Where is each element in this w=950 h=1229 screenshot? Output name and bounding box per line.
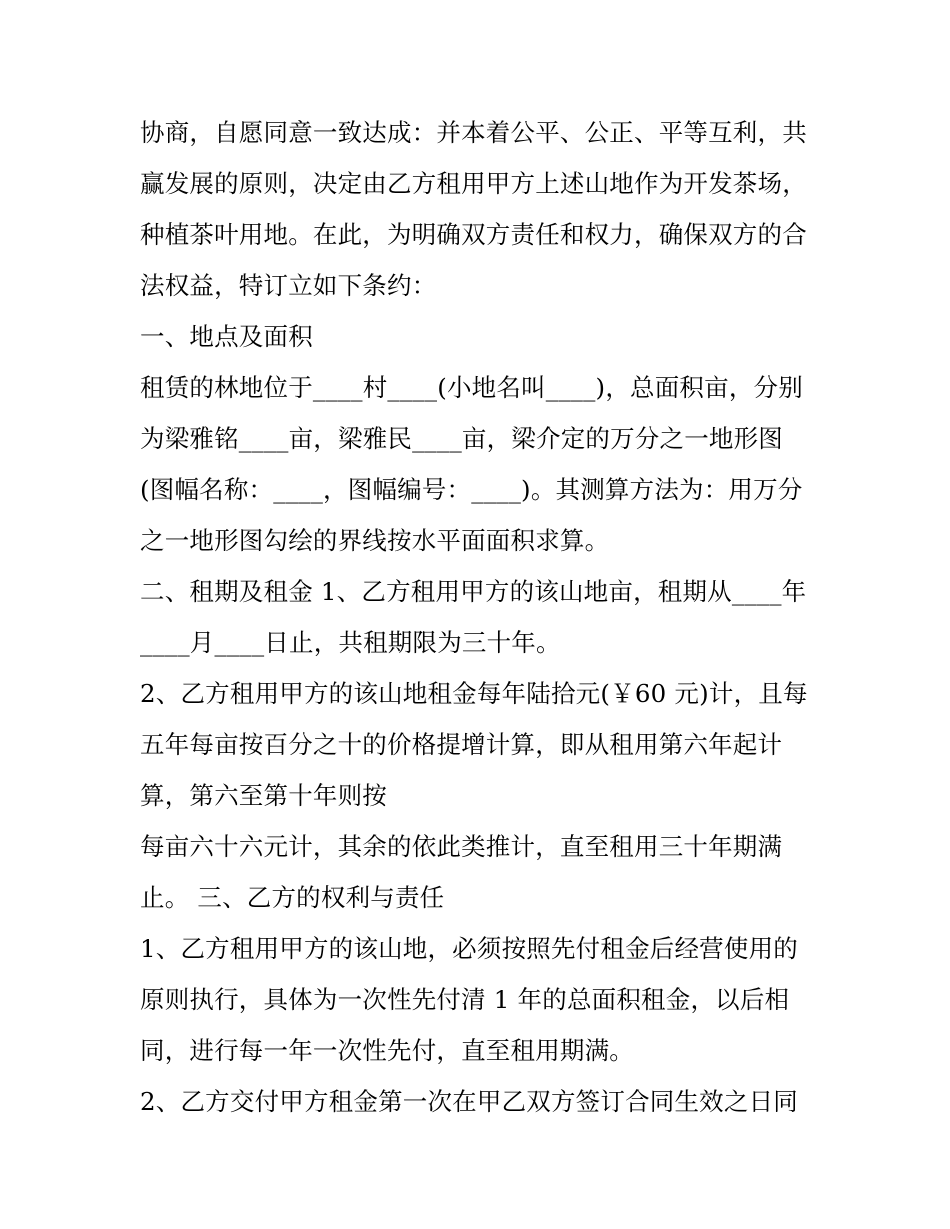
text-line: 1、乙方租用甲方的该山地，必须按照先付租金后经营使用的 bbox=[140, 934, 798, 963]
text-line: (图幅名称：____，图幅编号：____)。其测算方法为：用万分 bbox=[140, 475, 803, 504]
document-body bbox=[140, 107, 830, 1127]
text-line: 算，第六至第十年则按 bbox=[140, 781, 387, 810]
text-line: 法权益，特订立如下条约： bbox=[140, 271, 437, 300]
text-line: 每亩六十六元计，其余的依此类推计，直至租用三十年期满 bbox=[140, 832, 783, 861]
text-line: 原则执行，具体为一次性先付清 1 年的总面积租金，以后相 bbox=[140, 985, 790, 1014]
text-line: 同，进行每一年一次性先付，直至租用期满。 bbox=[140, 1036, 634, 1065]
text-line: 五年每亩按百分之十的价格提增计算，即从租用第六年起计 bbox=[140, 730, 783, 759]
text-line: 种植茶叶用地。在此，为明确双方责任和权力，确保双方的合 bbox=[140, 220, 807, 249]
text-line: 之一地形图勾绘的界线按水平面面积求算。 bbox=[140, 526, 610, 555]
text-line: 赢发展的原则，决定由乙方租用甲方上述山地作为开发茶场， bbox=[140, 169, 807, 198]
text-line: 为梁雅铭____亩，梁雅民____亩，梁介定的万分之一地形图 bbox=[140, 424, 783, 453]
text-line: ____月____日止，共租期限为三十年。 bbox=[140, 628, 561, 657]
section-heading: 一、地点及面积 bbox=[140, 322, 313, 351]
text-line: 租赁的林地位于____村____(小地名叫____)，总面积亩，分别 bbox=[140, 373, 803, 402]
text-line: 2、乙方租用甲方的该山地租金每年陆拾元(￥60 元)计，且每 bbox=[140, 679, 808, 708]
text-line: 2、乙方交付甲方租金第一次在甲乙双方签订合同生效之日同 bbox=[140, 1087, 798, 1116]
section-heading: 二、租期及租金 1、乙方租用甲方的该山地亩，租期从____年 bbox=[140, 577, 807, 606]
section-heading: 止。 三、乙方的权利与责任 bbox=[140, 883, 445, 912]
text-line: 协商，自愿同意一致达成：并本着公平、公正、平等互利，共 bbox=[140, 118, 807, 147]
